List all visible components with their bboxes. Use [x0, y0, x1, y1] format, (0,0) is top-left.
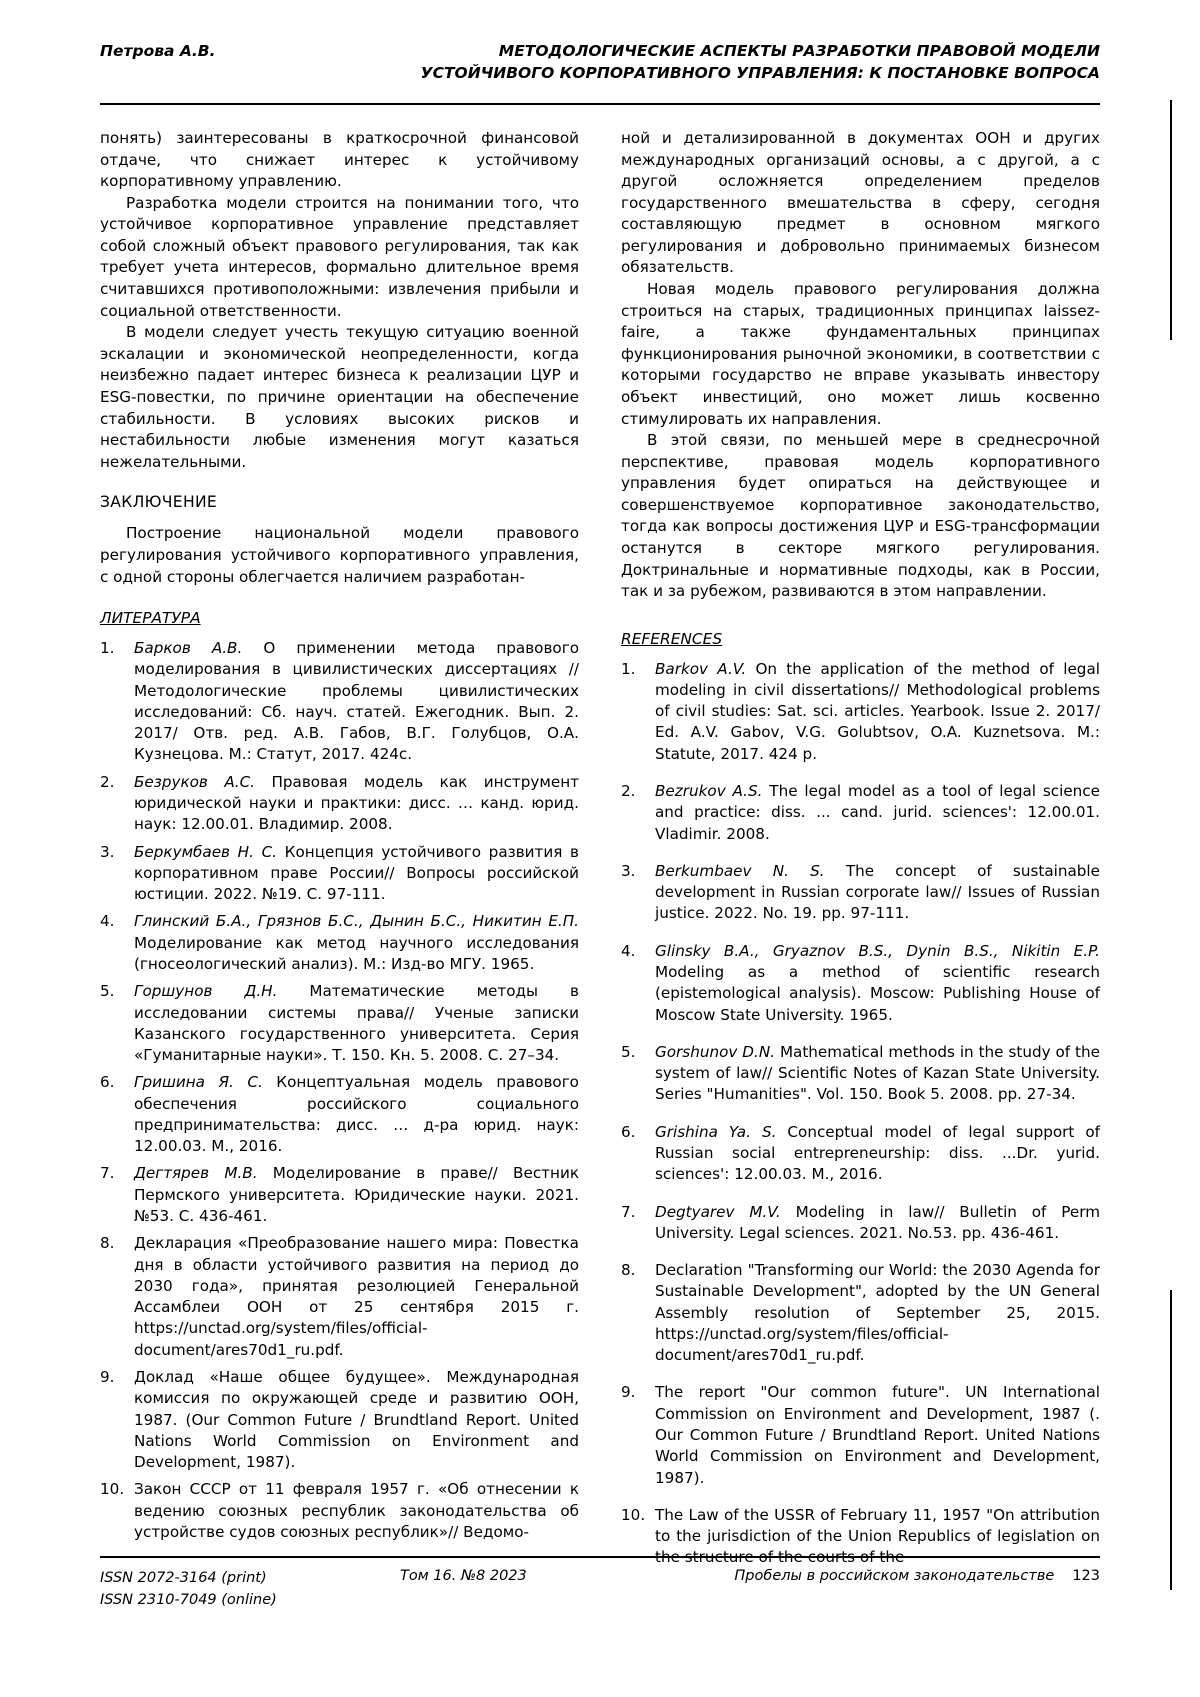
ref-text: The concept of sustainable development in Russian corporate law// Issues of Russian justice. 2022. No. 19. pp. 97-111.	[655, 861, 1100, 923]
ref-author: Глинский Б.А., Грязнов Б.С., Дынин Б.С., Никитин Е.П.	[134, 912, 579, 931]
list-item	[621, 1382, 1100, 1488]
header-title-line-2: УСТОЙЧИВОГО КОРПОРАТИВНОГО УПРАВЛЕНИЯ: К ПОСТАНОВКЕ ВОПРОСА	[420, 64, 1100, 83]
ref-text: The legal model as a tool of legal science and practice: diss. ... cand. jurid. sciences': 12.00.01. Vladimir. 2008.	[655, 782, 1100, 843]
ref-number: 6.	[100, 1073, 115, 1092]
list-item	[100, 638, 579, 766]
header-article-title	[421, 40, 1100, 85]
list-item	[621, 659, 1100, 765]
paragraph: Разработка модели строится на понимании того, что устойчивое корпоративное управление представляет собой сложный объект правового регулирования, так как требует учета интересов, формально длительное время считавшихся противоположными: извлечения прибыли и социальной ответственности.	[100, 193, 579, 320]
ref-author: Barkov A.V.	[655, 659, 747, 678]
list-item	[100, 981, 579, 1066]
paragraph: понять) заинтересованы в краткосрочной финансовой отдаче, что снижает интерес к устойчивому корпоративному управлению.	[100, 129, 579, 191]
ref-text: Математические методы в исследовании системы права// Ученые записки Казанского государственного университета. Серия «Гуманитарные науки». Т. 150. Кн. 5. 2008. С. 27–34.	[134, 982, 579, 1065]
ref-number: 2.	[621, 782, 636, 800]
list-item	[621, 781, 1100, 845]
ref-author: Berkumbaev N. S.	[655, 861, 825, 880]
ref-text: Концептуальная модель правового обеспечения российского социального предпринимательства: дисс. … д-ра юрид. наук: 12.00.03. М., 2016.	[134, 1073, 579, 1156]
ref-number: 2.	[100, 772, 115, 791]
ref-text: Доклад «Наше общее будущее». Международная комиссия по окружающей среде и развитию ООН, 1987. (Our Common Future / Brundtland Report. United Nations World Commission on Environment and Development, 1987).	[134, 1368, 579, 1472]
ref-text: The Law of the USSR of February 11, 1957 "On attribution to the jurisdiction of the Union Republics of legislation on	[655, 1505, 1100, 1546]
ref-number: 6.	[621, 1122, 636, 1141]
paragraph: Новая модель правового регулирования должна строиться на старых, традиционных принципах laissez-faire, а также фундаментальных принципах функционирования рыночной экономики, в соответствии с которыми государство не вправе указывать инвестору объект инвестиций, оно может лишь косвенно стимулировать их направления.	[621, 280, 1100, 428]
body-columns	[100, 128, 1100, 1575]
list-item	[100, 842, 579, 906]
crop-mark-bottom	[1170, 1290, 1172, 1590]
footer-volume: Том 16. №8 2023	[400, 1568, 527, 1584]
list-item	[100, 1479, 579, 1543]
ref-text: О применении метода правового моделирования в цивилистических диссертациях // Методологические проблемы цивилистических исследований: Сб. науч. статей. Ежегодник. Вып. 2. 2017/ Отв. ред. А.В. Габов, В.Г. Голубцов, О.А. Кузнецова. М.: Статут, 2017. 424с.	[134, 639, 579, 764]
footer-divider	[100, 1556, 1100, 1558]
ref-number: 4.	[621, 941, 636, 960]
ref-author: Гришина Я. С.	[134, 1073, 263, 1092]
footer-issn	[100, 1568, 400, 1612]
ref-text: Моделирование как метод научного исследования (гносеологический анализ). М.: Изд-во МГУ. 1965.	[134, 933, 579, 973]
ref-text: Моделирование в праве// Вестник Пермского университета. Юридические науки. 2021. №53. С. 436-461.	[134, 1164, 579, 1226]
ref-number: 7.	[621, 1202, 636, 1221]
ref-number: 9.	[621, 1383, 636, 1402]
reference-list-ru	[100, 638, 579, 1543]
list-item	[100, 1072, 579, 1157]
ref-number: 8.	[100, 1234, 115, 1253]
ref-number: 1.	[621, 659, 636, 678]
ref-author: Bezrukov A.S.	[655, 782, 763, 800]
ref-text: Modeling in law// Bulletin of Perm University. Legal sciences. 2021. No.53. pp. 436-461.	[655, 1202, 1100, 1242]
ref-author: Дегтярев М.В.	[134, 1164, 258, 1183]
header-title-line-1: МЕТОДОЛОГИЧЕСКИЕ АСПЕКТЫ РАЗРАБОТКИ ПРАВОВОЙ МОДЕЛИ	[498, 42, 1100, 60]
footer-journal-title: Пробелы в российском законодательстве	[734, 1568, 1055, 1584]
ref-author: Безруков А.С.	[134, 772, 255, 791]
ref-text: Modeling as a method of scientific research (epistemological analysis). Moscow: Publishing House of Moscow State University. 1965.	[655, 962, 1100, 1024]
references-heading-ru: ЛИТЕРАТУРА	[100, 609, 201, 628]
ref-author: Горшунов Д.Н.	[134, 982, 278, 1001]
ref-number: 10.	[621, 1505, 646, 1524]
issn-print: ISSN 2072-3164 (print)	[100, 1570, 267, 1586]
ref-number: 5.	[621, 1042, 636, 1061]
reference-list-en	[621, 659, 1100, 1569]
ref-number: 9.	[100, 1368, 115, 1386]
header-author: Петрова А.В.	[100, 42, 216, 60]
paragraph: ной и детализированной в документах ООН и других международных организаций основы, а с другой, а с другой осложняется определением пределов государственного вмешательства в сферу, сегодня составляющую предмет в основном мягкого регулирования и добровольно принимаемых бизнесом обязательств.	[621, 129, 1100, 277]
paragraph: В этой связи, по меньшей мере в среднесрочной перспективе, правовая модель корпоративного управления будет опираться на действующее и совершенствуемое корпоративное законодательство, тогда как вопросы достижения ЦУР и ESG-трансформации останутся в секторе мягкого регулирования. Доктринальные и нормативные подходы, как в России, так и за рубежом, развиваются в этом направлении.	[621, 431, 1100, 601]
ref-text: On the application of the method of legal modeling in civil dissertations// Methodological problems of civil studies: Sat. sci. articles. Yearbook. Issue 2. 2017/ Ed. A.V. Gabov, V.G. Golubtsov, O.A. Kuznetsova. M.: Statute, 2017. 424 p.	[655, 659, 1100, 763]
page-header	[100, 40, 1100, 85]
ref-number: 8.	[621, 1261, 636, 1280]
crop-mark-top	[1170, 100, 1172, 340]
list-item	[621, 1042, 1100, 1106]
ref-author: Glinsky B.A., Gryaznov B.S., Dynin B.S., Nikitin E.P.	[655, 941, 1100, 960]
list-item	[100, 1163, 579, 1227]
list-item	[621, 1122, 1100, 1186]
ref-number: 5.	[100, 982, 115, 1001]
left-column	[100, 128, 579, 1575]
ref-number: 10.	[100, 1480, 125, 1499]
references-heading-en: REFERENCES	[621, 629, 723, 648]
right-column	[621, 128, 1100, 1575]
list-item	[621, 1505, 1100, 1569]
ref-text: Declaration "Transforming our World: the 2030 Agenda for Sustainable Development", adopted by the UN General Assembly resolution of September 25, 2015. https://unctad.org/system/files/official-document/ares70d1_ru.pdf.	[655, 1261, 1100, 1365]
list-item	[621, 1260, 1100, 1366]
issn-online: ISSN 2310-7049 (online)	[100, 1591, 277, 1608]
ref-number: 4.	[100, 912, 115, 931]
ref-text: Mathematical methods in the study of the system of law// Scientific Notes of Kazan State University. Series "Humanities". Vol. 150. Book 5. 2008. pp. 27-34.	[655, 1042, 1100, 1104]
ref-number: 3.	[621, 861, 636, 880]
ref-author: Grishina Ya. S.	[655, 1122, 777, 1141]
list-item	[621, 861, 1100, 925]
ref-number: 3.	[100, 842, 115, 861]
ref-text: Закон СССР от 11 февраля 1957 г. «Об отнесении к ведению союзных республик законодательства об устройстве судов союзных республик»// Ведомо-	[134, 1480, 579, 1541]
ref-number: 7.	[100, 1164, 115, 1183]
paragraph: Построение национальной модели правового регулирования устойчивого корпоративного управления, с одной стороны облегчается наличием разработан-	[100, 524, 579, 586]
ref-author: Барков А.В.	[134, 639, 243, 657]
header-divider	[100, 103, 1100, 105]
list-item	[621, 941, 1100, 1026]
list-item	[100, 1367, 579, 1473]
ref-author: Беркумбаев Н. С.	[134, 842, 278, 861]
page-footer	[100, 1568, 1100, 1612]
list-item	[621, 1202, 1100, 1245]
ref-text: Концепция устойчивого развития в корпоративном праве России// Вопросы российской юстиции. 2022. №19. С. 97-111.	[134, 842, 580, 904]
ref-text: The report "Our common future". UN International Commission on Environment and Development, 1987 (. Our Common Future / Brundtland Report. United Nations World Commission on Environment and Development, 1987).	[655, 1383, 1100, 1487]
ref-text: Декларация «Преобразование нашего мира: Повестка дня в области устойчивого развития на период до 2030 года», принятая резолюцией Генеральной Ассамблеи ООН от 25 сентября 2015 г. https://unctad.org/system/files/official-document/ares70d1_ru.pdf.	[134, 1234, 579, 1359]
page-number: 123	[1072, 1568, 1100, 1584]
list-item	[100, 911, 579, 975]
list-item	[100, 772, 579, 836]
paragraph: В модели следует учесть текущую ситуацию военной эскалации и экономической неопределенности, когда неизбежно падает интерес бизнеса к реализации ЦУР и ESG-повестки, по причине ориентации на обеспечение стабильности. В условиях высоких рисков и нестабильности любые изменения могут казаться нежелательными.	[100, 323, 579, 471]
ref-author: Gorshunov D.N.	[655, 1042, 776, 1061]
ref-text: Правовая модель как инструмент юридической науки и практики: дисс. … канд. юрид. наук: 12.00.01. Владимир. 2008.	[134, 772, 579, 834]
list-item	[100, 1233, 579, 1361]
section-heading-conclusion: ЗАКЛЮЧЕНИЕ	[100, 493, 218, 512]
ref-text: Conceptual model of legal support of Russian social entrepreneurship: diss. ...Dr. yurid. sciences': 12.00.03. M., 2016.	[655, 1122, 1100, 1184]
footer-journal-block	[660, 1568, 1100, 1584]
ref-author: Degtyarev M.V.	[655, 1202, 781, 1221]
ref-number: 1.	[100, 639, 115, 657]
